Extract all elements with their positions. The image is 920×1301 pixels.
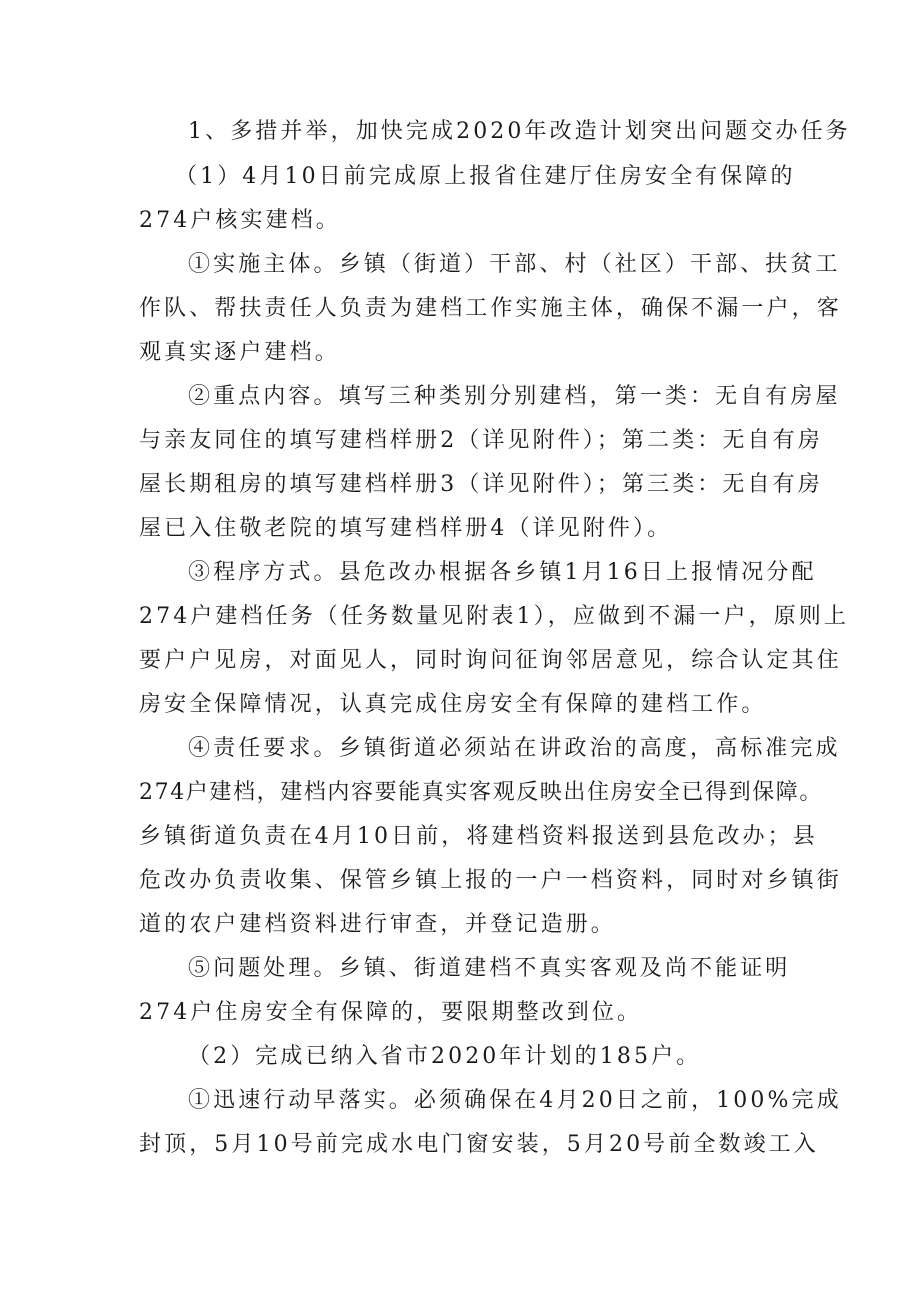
text-line: 作队、帮扶责任人负责为建档工作实施主体，确保不漏一户，客 bbox=[139, 296, 842, 321]
section-heading: 1、多措并举，加快完成2020年改造计划突出问题交办任务 bbox=[188, 119, 851, 144]
subsection-heading: （1）4月10日前完成原上报省住建厅住房安全有保障的 bbox=[175, 164, 796, 189]
paragraph-start: ⑤问题处理。乡镇、街道建档不真实客观及尚不能证明 bbox=[188, 956, 791, 981]
text-line: 屋已入住敬老院的填写建档样册4（详见附件）。 bbox=[139, 516, 673, 541]
text-line: 封顶，5月10号前完成水电门窗安装，5月20号前全数竣工入 bbox=[139, 1132, 819, 1157]
text-line: 道的农户建档资料进行审查，并登记造册。 bbox=[139, 912, 616, 937]
text-line: 274户住房安全有保障的，要限期整改到位。 bbox=[139, 1000, 643, 1025]
text-line: 274户建档，建档内容要能真实客观反映出住房安全已得到保障。 bbox=[139, 780, 823, 805]
paragraph-start: ③程序方式。县危改办根据各乡镇1月16日上报情况分配 bbox=[188, 560, 817, 585]
text-line: 要户户见房，对面见人，同时询问征询邻居意见，综合认定其住 bbox=[139, 648, 842, 673]
subsection-heading: （2）完成已纳入省市2020年计划的185户。 bbox=[188, 1044, 702, 1069]
text-line: 屋长期租房的填写建档样册3（详见附件）；第三类：无自有房 bbox=[139, 472, 823, 497]
paragraph-start: ①迅速行动早落实。必须确保在4月20日之前，100%完成 bbox=[188, 1088, 842, 1113]
text-line: 房安全保障情况，认真完成住房安全有保障的建档工作。 bbox=[139, 692, 767, 717]
paragraph-start: ①实施主体。乡镇（街道）干部、村（社区）干部、扶贫工 bbox=[188, 252, 841, 277]
text-line: 观真实逐户建档。 bbox=[139, 340, 340, 365]
text-line: 乡镇街道负责在4月10日前，将建档资料报送到县危改办；县 bbox=[139, 824, 818, 849]
paragraph-start: ②重点内容。填写三种类别分别建档，第一类：无自有房屋 bbox=[188, 384, 841, 409]
paragraph-start: ④责任要求。乡镇街道必须站在讲政治的高度，高标准完成 bbox=[188, 736, 841, 761]
text-line: 与亲友同住的填写建档样册2（详见附件）；第二类：无自有房 bbox=[139, 428, 823, 453]
text-line: 危改办负责收集、保管乡镇上报的一户一档资料，同时对乡镇街 bbox=[139, 868, 842, 893]
text-line: 274户核实建档。 bbox=[139, 208, 341, 233]
text-line: 274户建档任务（任务数量见附表1），应做到不漏一户，原则上 bbox=[139, 604, 849, 629]
